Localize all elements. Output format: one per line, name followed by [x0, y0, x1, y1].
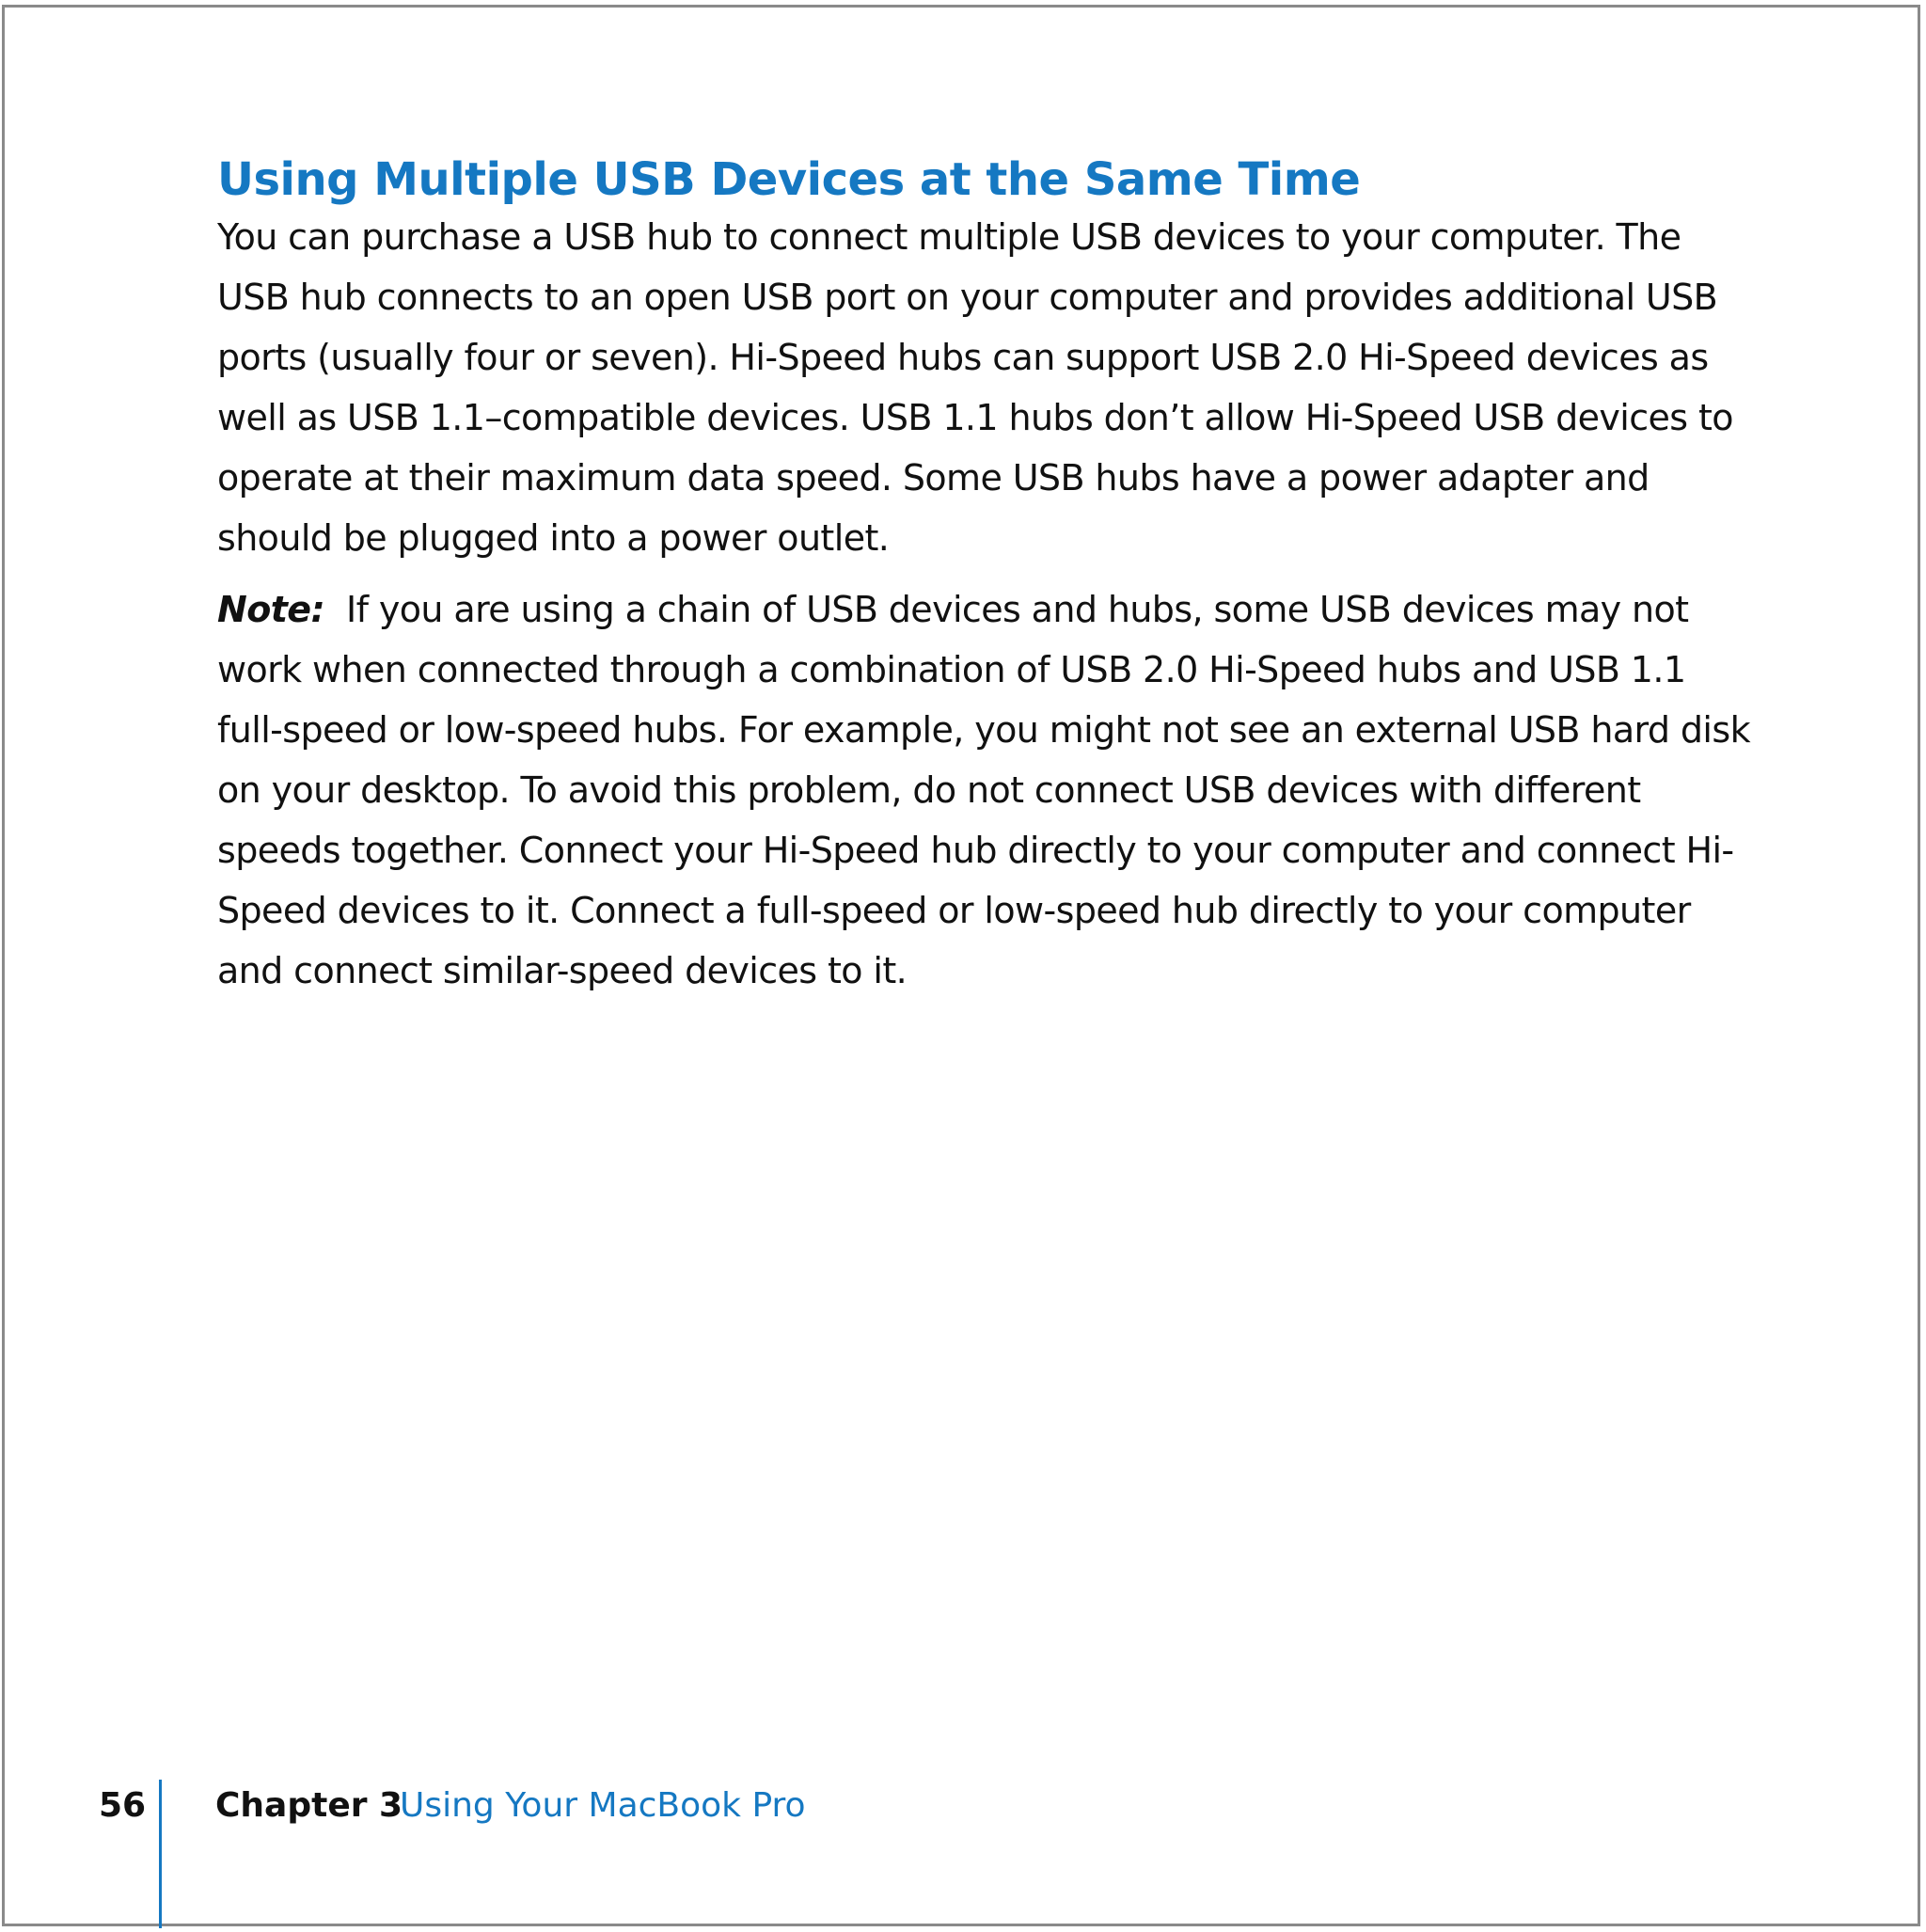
chapter-label: Chapter 3 — [215, 1786, 403, 1825]
section-heading: Using Multiple USB Devices at the Same Time — [217, 153, 1361, 206]
body-paragraph: You can purchase a USB hub to connect multiple USB devices to your computer. The USB hub connects to an open USB port on your computer and provides additional USB ports (usually four or seven). Hi-Speed hubs can support USB 2.0 Hi-Speed devices as well as USB 1.1–compatible devices. USB 1.1 hubs don’t allow Hi-Speed USB devices to operate at their maximum data speed. Some USB hubs have a power adapter and should be plugged into a power outlet. — [217, 216, 1733, 559]
note-text: If you are using a chain of USB devices and hubs, some USB devices may not work when connected through a combination of USB 2.0 Hi-Speed hubs and USB 1.1 full-speed or low-speed hubs. For example, you might not see an external USB hard disk on your desktop. To avoid this problem, do not connect USB devices with different speeds together. Connect your Hi-Speed hub directly to your computer and connect Hi-Speed devices to it. Connect a full-speed or low-speed hub directly to your computer and connect similar-speed devices to it. — [217, 589, 1750, 991]
page-number: 56 — [99, 1786, 147, 1825]
chapter-title: Using Your MacBook Pro — [400, 1786, 806, 1825]
page-footer — [0, 1782, 1129, 1829]
note-label: Note: — [217, 589, 325, 630]
page-content — [217, 149, 1760, 1001]
note-paragraph — [217, 579, 1760, 1001]
